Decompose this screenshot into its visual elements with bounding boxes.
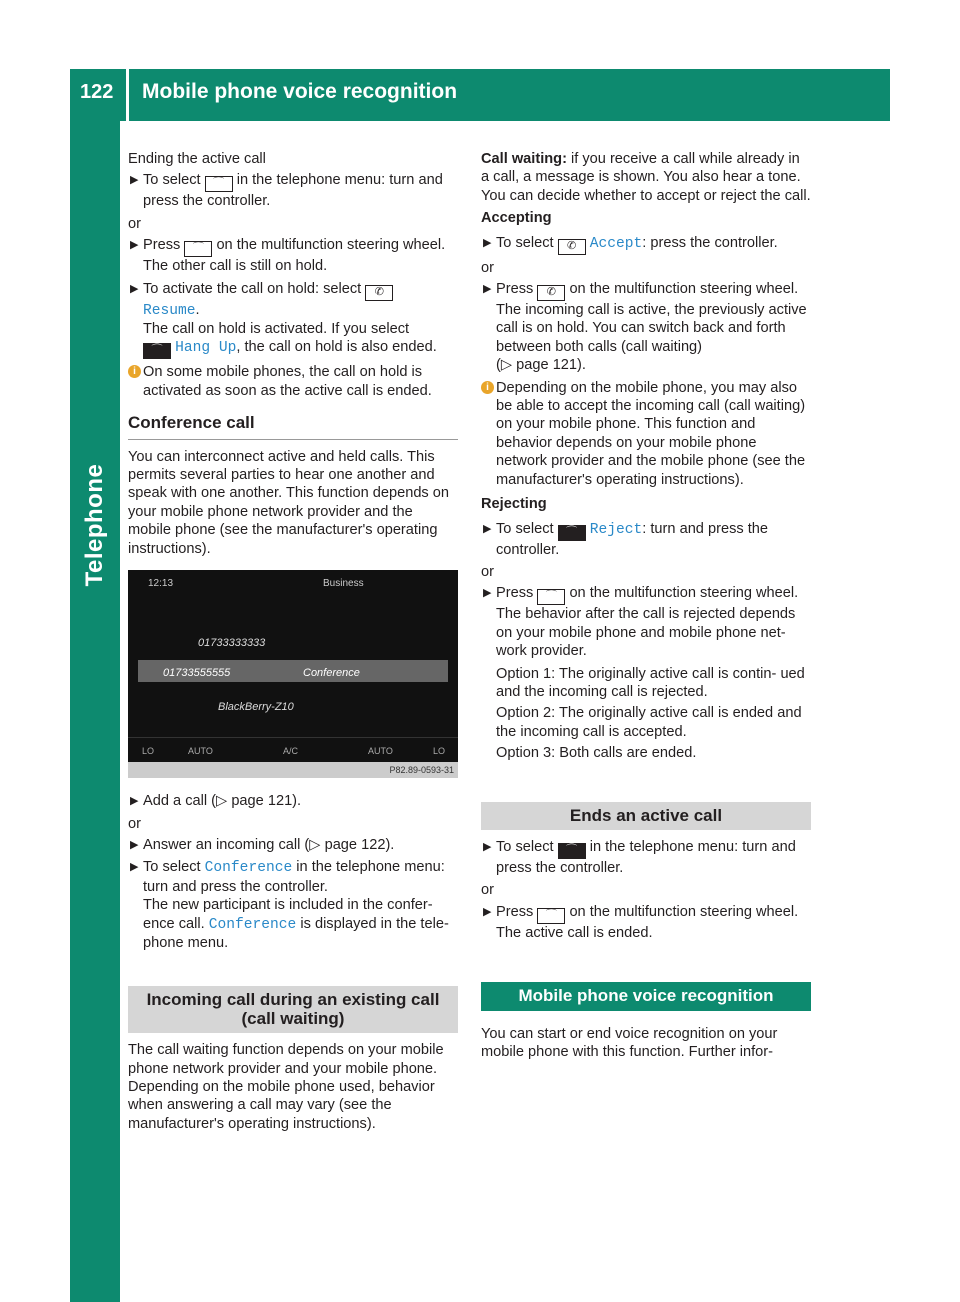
pickup-icon: ✆ xyxy=(537,285,565,301)
step: ▶ Answer an incoming call (▷ page 122). xyxy=(130,836,395,853)
step: ▶ To select ✆ Accept: press the controller. xyxy=(481,234,811,255)
hangup-icon: ⌒ xyxy=(205,176,233,192)
step: ▶ Press ⌒ on the multifunction steering wheel. The behavior after the call is rejected depends on your mobile phone and mobile phone net- work provider. xyxy=(483,585,799,660)
page-title: Mobile phone voice recognition xyxy=(142,80,458,103)
arrow-icon: ▶ xyxy=(130,282,139,295)
left-column xyxy=(128,150,458,1136)
arrow-icon: ▶ xyxy=(130,838,139,851)
arrow-icon: ▶ xyxy=(130,861,139,874)
intro-text: Ending the active call xyxy=(128,151,266,167)
step: ▶ Add a call (▷ page 121). xyxy=(130,793,302,810)
page-ref-icon: ▷ xyxy=(500,357,513,374)
subheading: Rejecting xyxy=(481,496,547,513)
pickup-icon: ✆ xyxy=(365,285,393,301)
conference-softkey: Conference xyxy=(204,860,293,877)
info-icon: i xyxy=(481,381,494,394)
paragraph: The call waiting function depends on your mobile phone network provider and your mobile phone. Depending on the mobile phone used, behavior when answering a call may vary (see the manufacturer's operating instructions). xyxy=(128,1042,444,1132)
or-text: or xyxy=(481,563,494,580)
step: ▶ To select ⌒ in the telephone menu: turn and press the controller. xyxy=(130,172,443,210)
hangup-softkey: Hang Up xyxy=(175,340,237,357)
arrow-icon: ▶ xyxy=(483,283,492,296)
resume-softkey: Resume xyxy=(143,302,196,319)
reject-softkey: Reject xyxy=(589,521,643,538)
or-text: or xyxy=(128,215,141,232)
option-text: Option 1: The originally active call is contin- ued and the incoming call is rejected. xyxy=(496,665,805,700)
conference-softkey: Conference xyxy=(208,916,297,933)
right-column xyxy=(481,150,811,1064)
section-heading-box: Mobile phone voice recognition xyxy=(481,982,811,1010)
info-icon: i xyxy=(128,365,141,378)
hangup-icon: ⌒ xyxy=(558,843,586,859)
climate-bar: LO AUTO A/C AUTO LO xyxy=(128,737,458,758)
option-text: Option 3: Both calls are ended. xyxy=(496,745,697,762)
arrow-icon: ▶ xyxy=(483,587,492,600)
held-call-number: 01733333333 xyxy=(198,637,266,650)
option-text: Option 2: The originally active call is ended and the incoming call is accepted. xyxy=(496,705,802,740)
info-note: i On some mobile phones, the call on hold is activated as soon as the active call is ended. xyxy=(128,363,458,400)
header-divider xyxy=(126,69,129,121)
step: ▶ To select ⌒ in the telephone menu: turn and press the controller. xyxy=(483,838,796,876)
screen-status-bar: 12:13 Business xyxy=(148,578,364,590)
hangup-icon: ⌒ xyxy=(537,908,565,924)
arrow-icon: ▶ xyxy=(483,905,492,918)
step: ▶ To activate the call on hold: select ✆ Resume. The call on hold is activated. If you select ⌒ Hang Up, the call on hold is also ended. xyxy=(128,280,458,360)
arrow-icon: ▶ xyxy=(130,174,139,187)
image-reference: P82.89-0593-31 xyxy=(128,762,458,778)
subheading: Accepting xyxy=(481,210,552,227)
or-text: or xyxy=(481,259,494,276)
hangup-icon: ⌒ xyxy=(537,589,565,605)
section-sidebar xyxy=(70,121,120,1302)
accept-softkey: Accept xyxy=(589,235,643,252)
hangup-icon: ⌒ xyxy=(184,241,212,257)
page-ref-icon: ▷ xyxy=(309,836,321,853)
step: ▶ Press ✆ on the multifunction steering wheel. The incoming call is active, the previously active call is on hold. You can switch back and forth between both calls (call waiting) (▷ page 121). xyxy=(483,281,807,374)
arrow-icon: ▶ xyxy=(130,795,139,808)
step: ▶ To select ⌒ Reject: turn and press the controller. xyxy=(483,520,769,558)
info-note: i Depending on the mobile phone, you may also be able to accept the incoming call (call waiting) on your mobile phone. This function and behavior depends on your mobile phone network provider and the mobile phone (see the manufacturer's operating instructions). xyxy=(481,379,811,489)
step: ▶ Press ⌒ on the multifunction steering wheel. The other call is still on hold. xyxy=(130,237,446,275)
section-heading-box: Incoming call during an existing call (call waiting) xyxy=(128,986,458,1033)
arrow-icon: ▶ xyxy=(483,840,492,853)
page-ref-icon: ▷ xyxy=(216,793,228,810)
pickup-icon: ✆ xyxy=(558,239,586,255)
arrow-icon: ▶ xyxy=(483,236,492,249)
display-screenshot xyxy=(128,570,458,778)
paragraph: You can interconnect active and held calls. This permits several parties to hear one another and speak with one another. This function depends on your mobile phone network provider and the mobile phone (see the manufacturer's operating instructions). xyxy=(128,448,450,557)
hangup-icon: ⌒ xyxy=(558,525,586,541)
section-tab-label: Telephone xyxy=(81,463,108,587)
device-name: BlackBerry-Z10 xyxy=(218,701,294,714)
paragraph: Call waiting: if you receive a call while already in a call, a message is shown. You also hear a tone. You can decide whether to accept or reject the call. xyxy=(481,151,811,204)
arrow-icon: ▶ xyxy=(483,522,492,535)
page-number: 122 xyxy=(80,81,114,103)
arrow-icon: ▶ xyxy=(130,239,139,252)
or-text: or xyxy=(481,882,494,899)
section-heading-box: Ends an active call xyxy=(481,802,811,830)
paragraph: You can start or end voice recognition on your mobile phone with this function. Further infor- xyxy=(481,1025,778,1060)
section-heading: Conference call xyxy=(128,414,458,439)
active-call-row: 01733555555 Conference xyxy=(138,660,448,682)
step: ▶ Press ⌒ on the multifunction steering wheel. The active call is ended. xyxy=(483,903,799,941)
step: ▶ To select Conference in the telephone menu: turn and press the controller. The new participant is included in the confer- ence call. Conference is displayed in the tele- phone menu. xyxy=(130,859,449,951)
hangup-icon: ⌒ xyxy=(143,343,171,359)
page-header xyxy=(70,69,890,121)
or-text: or xyxy=(128,815,141,832)
